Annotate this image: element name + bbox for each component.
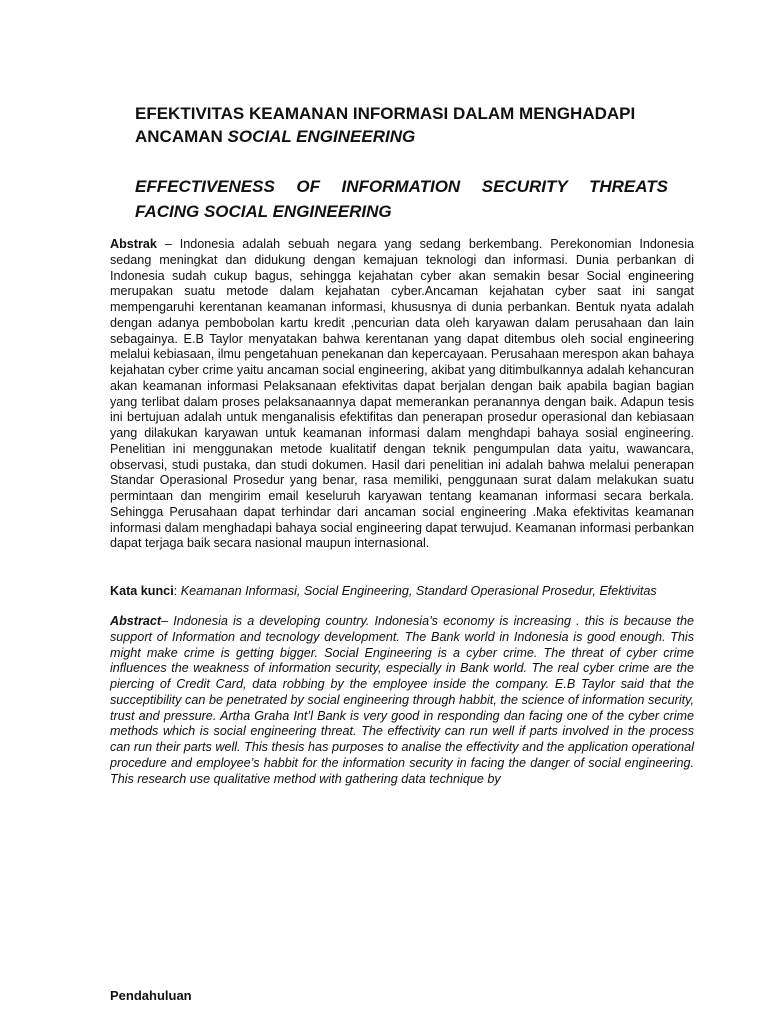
title-indonesian — [135, 102, 680, 148]
abstract-english-separator: – — [161, 614, 174, 628]
keywords-line — [110, 584, 694, 600]
abstract-english — [110, 614, 694, 787]
abstract-indonesian-text: Indonesia adalah sebuah negara yang sedang berkembang. Perekonomian Indonesia sedang meningkat dan didukung dengan kemajuan teknologi dan informasi. Dunia perbankan di Indonesia sudah cukup bagus, sehingga kejahatan cyber akan semakin besar Social engineering merupakan suatu metode dalam kejahatan cyber.Ancaman kejahatan cyber saat ini sangat mempengaruhi kerentanan keamanan informasi, khususnya di dunia perbankan. Bentuk nyata adalah dengan adanya pembobolan kartu kredit ,pencurian data oleh karyawan dalam perusahaan dan lain sebagainya. E.B Taylor menyatakan bahwa kerentanan yang dapat ditembus oleh social engineering melalui kebiasaan, ilmu pengetahuan penekanan dan kepercayaan. Perusahaan merespon akan bahaya kejahatan cyber crime yaitu ancaman social engineering, akibat yang ditimbulkannya adalah kehancuran akan keamanan informasi Pelaksanaan efektivitas dapat berjalan dengan baik apabila bagian bagian yang terlibat dalam proses pelaksanaannya dapat memerankan peranannya dengan baik. Adapun tesis ini bertujuan adalah untuk menganalisis efektifitas dan penerapan prosedur operasional dan kebiasaan yang dilakukan karyawan untuk keamanan informasi dalam menghdapi bahaya sosial engineering. Penelitian ini menggunakan metode kualitatif dengan teknik pengumpulan data yaitu, wawancara, observasi, studi pustaka, dan studi dokumen. Hasil dari penelitian ini adalah bahwa melalui penerapan Standar Operasional Prosedur yang benar, rasa memiliki, penggunaan surat dalam melakukan suatu permintaan dan mengirim email keseluruh karyawan tentang keamanan informasi secara berkala. Sehingga Perusahaan dapat terhindar dari ancaman social engineering .Maka efektivitas keamanan informasi dalam menghadapi bahaya social engineering dapat terwujud. Keamanan informasi perbankan dapat terjaga baik secara nasional maupun internasional. — [110, 237, 694, 551]
abstract-indonesian-separator: – — [156, 237, 180, 251]
abstract-english-text: Indonesia is a developing country. Indonesia’s economy is increasing . this is because the support of Information and tecnology development. The Bank world in Indonesia is good enough. This might make crime is getting bigger. Social Engineering is a cyber crime. The threat of cyber crime influences the weakness of information security, especially in Bank world. The real cyber crime are the piercing of Credit Card, data robbing by the employee inside the company. E.B Taylor said that the succeptibility can be penetrated by social engineering through habbit, the science of information security, trust and pressure. Artha Graha Int’l Bank is very good in responding dan facing one of the cyber crime methods which is social engineering threat. The effectivity can run well if parts involved in the process can run their parts well. This thesis has purposes to analise the effectivity and the application operational procedure and employee’s habbit for the information security in facing the danger of social engineering. This research use qualitative method with gathering data technique by — [110, 614, 694, 786]
title-indonesian-main: EFEKTIVITAS KEAMANAN INFORMASI DALAM MENGHADAPI ANCAMAN — [135, 104, 636, 146]
abstract-english-label: Abstract — [110, 614, 162, 628]
abstract-indonesian — [110, 237, 694, 552]
section-heading-pendahuluan: Pendahuluan — [110, 988, 192, 1003]
title-english: EFFECTIVENESS OF INFORMATION SECURITY THREATS FACING SOCIAL ENGINEERING — [135, 177, 668, 221]
keywords-value: Keamanan Informasi, Social Engineering, Standard Operasional Prosedur, Efektivitas — [180, 584, 657, 598]
abstract-indonesian-label: Abstrak — [110, 237, 157, 251]
title-indonesian-emphasis: SOCIAL ENGINEERING — [227, 127, 416, 146]
keywords-separator: : — [173, 584, 181, 598]
keywords-label: Kata kunci — [110, 584, 174, 598]
